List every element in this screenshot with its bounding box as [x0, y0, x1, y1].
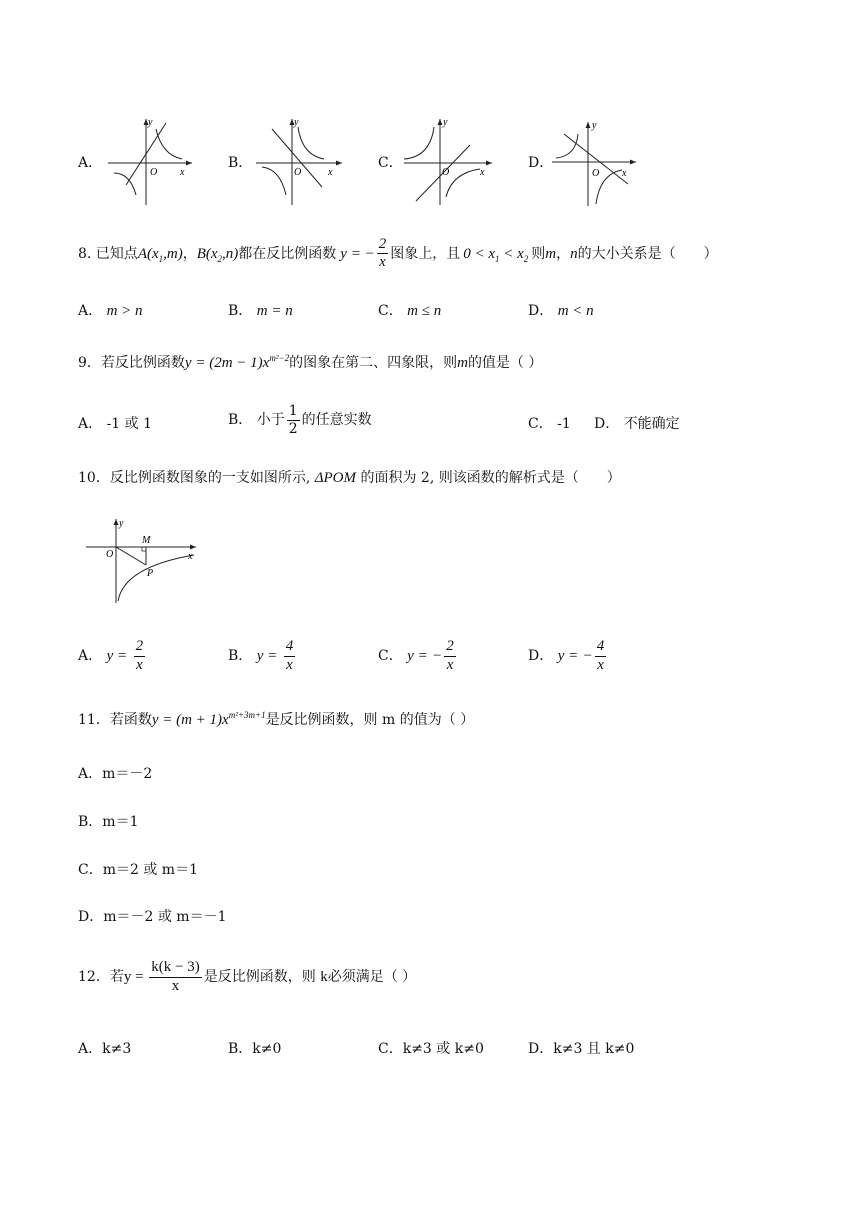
q8-stem-mid1: 都在反比例函数 — [238, 245, 337, 262]
q11-stem-suffix: 是反比例函数，则 m 的值为（ ） — [265, 712, 475, 728]
q7-graph-d — [548, 118, 638, 210]
q8-stem-mid2: 图象上，且 — [390, 245, 461, 262]
q12-stem-end: 必须满足（ ） — [327, 969, 417, 985]
q7-option-d-label: D． — [528, 155, 554, 171]
q12-option-d: D．k≠3 且 k≠0 — [528, 1041, 635, 1057]
q9-option-d: D． 不能确定 — [594, 416, 680, 432]
q10-stem — [78, 467, 621, 487]
q10-option-d: D． y = − $\frac{4}{x}$ — [528, 638, 605, 673]
q7b-origin-label: O — [294, 167, 302, 178]
q11-option-c: C．m＝2 或 m＝1 — [78, 862, 198, 878]
q8-stem: 8. 已知点$A(x_1,m)$，$B(x_2,n)$都在反比例函数 y = − $\frac{2}{x}$ 图象上，且 $0 < x_1 < x_2$ 则m，n的大小关系是（ ） — [78, 236, 718, 271]
q9-stem-end: 的值是（ ） — [467, 355, 543, 371]
q12-stem-suffix: 是反比例函数，则 — [203, 969, 316, 985]
q8-point-b: B — [196, 245, 206, 262]
q10-option-b: B． y = $\frac{4}{x}$ — [228, 638, 294, 673]
q8-stem-prefix: 8. 已知点 — [78, 245, 138, 262]
q7-graph-a — [100, 115, 196, 207]
q7c-x-label: x — [480, 167, 485, 178]
q8-option-d: D． m < n — [528, 303, 594, 319]
q11-stem — [78, 709, 474, 729]
q7d-origin-label: O — [592, 168, 600, 179]
q11-function: $y = (m + 1)x^{m^2+3m+1}$ — [151, 710, 266, 728]
q8-stem-mid4: 的大小关系是（ ） — [577, 245, 718, 262]
q9-function: $y = (2m - 1)x^{m^2-2}$ — [184, 353, 290, 371]
q8-option-a: A． m > n — [78, 303, 143, 319]
q8-option-b: B． m = n — [228, 303, 293, 319]
q7-graph-c — [400, 115, 496, 207]
q9-stem: 9．若反比例函数$y = (2m - 1)x^{m^2-2}$的图象在第二、四象限，则m的值是（ ） — [78, 353, 543, 371]
q12-option-c: C．k≠3 或 k≠0 — [378, 1041, 484, 1057]
q7-option-b-label: B． — [228, 155, 253, 171]
q7-option-a-label: A． — [78, 155, 103, 171]
q11-stem-prefix: 11．若函数 — [78, 712, 152, 728]
q10-stem-text: 10．反比例函数图象的一支如图所示, — [78, 470, 311, 486]
q8-function-fraction: $\frac{2}{x}$ — [378, 236, 387, 271]
q7a-origin-label: O — [150, 167, 158, 178]
q10-option-a: A． y = $\frac{2}{x}$ — [78, 638, 144, 673]
q12-stem-prefix: 12．若 — [78, 969, 124, 985]
q7c-y-label: y — [443, 117, 448, 128]
q8-point-a: A — [137, 245, 147, 262]
q10-x-label: x — [188, 551, 193, 562]
q10-option-c: C． y = − $\frac{2}{x}$ — [378, 638, 454, 673]
q10-y-label: y — [119, 518, 124, 529]
q11-option-a: A．m＝－2 — [78, 766, 153, 782]
q7b-y-label: y — [294, 117, 299, 128]
q7a-x-label: x — [180, 167, 185, 178]
q12-option-a: A．k≠3 — [78, 1041, 132, 1057]
q9-option-a: A． -1 或 1 — [78, 416, 153, 432]
q7-graph-b — [250, 115, 346, 207]
q7b-x-label: x — [328, 167, 333, 178]
q9-stem-prefix: 9．若反比例函数 — [78, 355, 185, 371]
q8-option-c: C． m ≤ n — [378, 303, 442, 319]
q7d-x-label: x — [622, 168, 627, 179]
q7d-y-label: y — [592, 120, 597, 131]
q10-p-label: P — [147, 568, 154, 579]
q11-option-d: D．m＝－2 或 m＝－1 — [78, 909, 227, 925]
q7c-origin-label: O — [442, 167, 450, 178]
q9-stem-suffix: 的图象在第二、四象限，则 — [289, 355, 458, 371]
q7-option-c-label: C． — [378, 155, 403, 171]
q12-option-b: B．k≠0 — [228, 1041, 282, 1057]
q9-option-b: B． 小于 $\frac{1}{2}$ 的任意实数 — [228, 403, 372, 437]
q10-triangle: ΔPOM — [314, 470, 357, 486]
q10-m-label: M — [142, 535, 151, 546]
q10-o-label: O — [106, 549, 114, 560]
q12-stem: 12．若y = $\frac{k(k - 3)}{x}$ 是反比例函数，则 k必须满足（ ） — [78, 959, 417, 994]
q10-stem-end: 的面积为 2, 则该函数的解析式是（ ） — [360, 470, 621, 486]
q9-option-c: C． -1 — [528, 416, 571, 432]
q10-graph — [84, 515, 200, 607]
q8-stem-mid3: 则 — [531, 245, 546, 262]
q11-option-b: B．m＝1 — [78, 814, 139, 830]
q7a-y-label: y — [148, 117, 153, 128]
q12-function-fraction: $\frac{k(k - 3)}{x}$ — [151, 959, 200, 994]
